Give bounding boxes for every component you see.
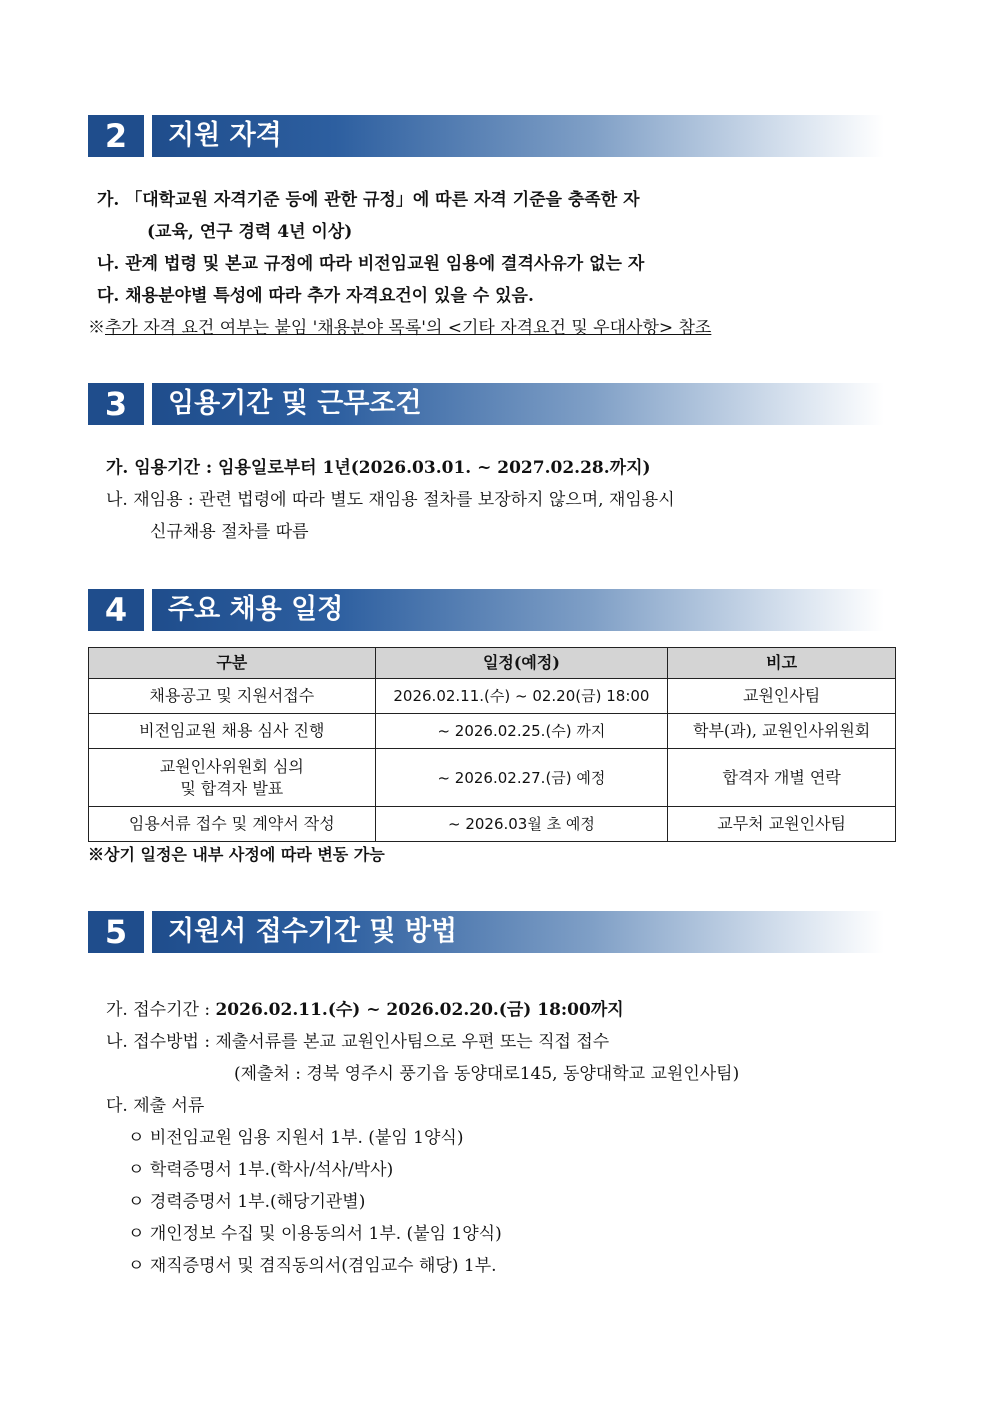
term-a: 가. 임용기간 : 임용일로부터 1년(2026.03.01. ~ 2027.02.28.까지): [106, 458, 651, 478]
qualification-note: [88, 316, 711, 340]
section-title: 주요 채용 일정: [168, 594, 344, 625]
cell-note: 교원인사팀: [668, 679, 896, 714]
section-number: 3: [88, 383, 144, 425]
qualification-a-detail: (교육, 연구 경력 4년 이상): [147, 222, 353, 242]
qualification-a: 가. 「대학교원 자격기준 등에 관한 규정」에 따른 자격 기준을 충족한 자: [97, 190, 640, 210]
application-period-label: 가. 접수기간 :: [106, 1000, 216, 1020]
section-title: 지원서 접수기간 및 방법: [168, 916, 458, 947]
section-title-bar: [152, 589, 884, 631]
note-mark: ※: [88, 318, 105, 338]
section-header-3: [88, 383, 884, 425]
schedule-table: [88, 647, 896, 842]
cell-date: ~ 2026.02.25.(수) 까지: [375, 714, 668, 749]
section-title: 지원 자격: [168, 120, 282, 151]
document-item: ㅇ 비전임교원 임용 지원서 1부. (붙임 1양식): [128, 1128, 464, 1148]
cell-item: 채용공고 및 지원서접수: [89, 679, 376, 714]
section-header-5: [88, 911, 884, 953]
section-header-4: [88, 589, 884, 631]
cell-date: ~ 2026.02.27.(금) 예정: [375, 749, 668, 807]
application-method: 나. 접수방법 : 제출서류를 본교 교원인사팀으로 우편 또는 직접 접수: [106, 1032, 610, 1052]
cell-note: 합격자 개별 연락: [668, 749, 896, 807]
cell-item: 임용서류 접수 및 계약서 작성: [89, 807, 376, 842]
note-text: 추가 자격 요건 여부는 붙임 '채용분야 목록'의 <기타 자격요건 및 우대사항> 참조: [105, 318, 712, 338]
application-period: [106, 998, 624, 1022]
term-b: 나. 재임용 : 관련 법령에 따라 별도 재임용 절차를 보장하지 않으며, 재임용시: [106, 490, 675, 510]
term-b-continued: 신규채용 절차를 따름: [150, 522, 309, 542]
section-title: 임용기간 및 근무조건: [168, 388, 422, 419]
document-item: ㅇ 재직증명서 및 겸직동의서(겸임교수 해당) 1부.: [128, 1256, 497, 1276]
cell-item-line: 및 합격자 발표: [180, 778, 284, 798]
section-number: 2: [88, 115, 144, 157]
section-title-bar: [152, 115, 884, 157]
qualification-b: 나. 관계 법령 및 본교 규정에 따라 비전임교원 임용에 결격사유가 없는 자: [97, 254, 645, 274]
application-documents-heading: 다. 제출 서류: [106, 1096, 205, 1116]
cell-note: 교무처 교원인사팀: [668, 807, 896, 842]
section-number: 4: [88, 589, 144, 631]
header-date: 일정(예정): [375, 648, 668, 679]
section-header-2: [88, 115, 884, 157]
table-row: [89, 807, 896, 842]
qualification-c: 다. 채용분야별 특성에 따라 추가 자격요건이 있을 수 있음.: [97, 286, 534, 306]
section-number: 5: [88, 911, 144, 953]
document-item: ㅇ 개인정보 수집 및 이용동의서 1부. (붙임 1양식): [128, 1224, 502, 1244]
cell-item: 비전임교원 채용 심사 진행: [89, 714, 376, 749]
document-item: ㅇ 경력증명서 1부.(해당기관별): [128, 1192, 366, 1212]
application-address: (제출처 : 경북 영주시 풍기읍 동양대로145, 동양대학교 교원인사팀): [234, 1064, 740, 1084]
cell-date: ~ 2026.03월 초 예정: [375, 807, 668, 842]
section-title-bar: [152, 383, 884, 425]
cell-note: 학부(과), 교원인사위원회: [668, 714, 896, 749]
header-category: 구분: [89, 648, 376, 679]
table-header-row: [89, 648, 896, 679]
table-row: [89, 679, 896, 714]
table-row: [89, 749, 896, 807]
header-note: 비고: [668, 648, 896, 679]
cell-item: [89, 749, 376, 807]
table-row: [89, 714, 896, 749]
section-title-bar: [152, 911, 884, 953]
schedule-note: ※상기 일정은 내부 사정에 따라 변동 가능: [88, 845, 385, 864]
document-item: ㅇ 학력증명서 1부.(학사/석사/박사): [128, 1160, 394, 1180]
cell-item-line: 교원인사위원회 심의: [159, 756, 304, 776]
cell-date: 2026.02.11.(수) ~ 02.20(금) 18:00: [375, 679, 668, 714]
application-period-value: 2026.02.11.(수) ~ 2026.02.20.(금) 18:00까지: [215, 1000, 624, 1020]
